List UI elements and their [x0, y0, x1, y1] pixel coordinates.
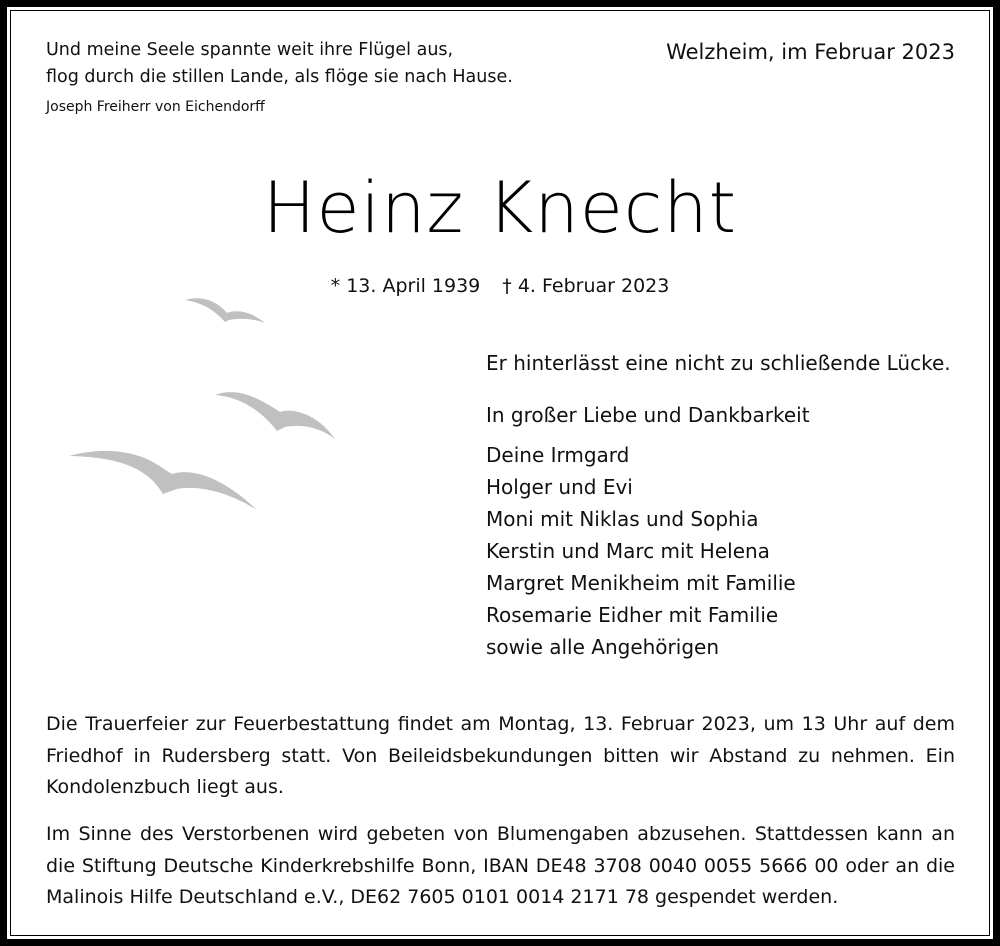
deceased-name: Heinz Knecht [262, 167, 738, 249]
place-date: Welzheim, im Februar 2023 [666, 40, 955, 64]
funeral-notice: Die Trauerfeier zur Feuerbestattung findet am Montag, 13. Februar 2023, um 13 Uhr auf dem Friedhof in Rudersberg statt. Von Beileidsbekundungen bitten wir Abstand zu nehmen. Ein Kondolenzbuch liegt aus. [46, 713, 955, 798]
mourner: Rosemarie Eidher mit Familie [486, 603, 779, 627]
mourner: Deine Irmgard [486, 443, 630, 467]
mourner-list [486, 439, 951, 663]
obituary-card [7, 7, 993, 939]
mourner: Moni mit Niklas und Sophia [486, 507, 759, 531]
bird-small [185, 298, 265, 323]
mourner: sowie alle Angehörigen [486, 635, 719, 659]
donation-notice: Im Sinne des Verstorbenen wird gebeten von Blumengaben abzusehen. Stattdessen kann an die Stiftung Deutsche Kinderkrebshilfe Bonn, IBAN DE48 3708 0040 0055 5666 00 oder an die Malinois Hilfe Deutschland e.V., DE62 7605 0101 0014 2171 78 gespendet werden. [46, 823, 955, 908]
bird-large [69, 451, 257, 510]
quote-line: Und meine Seele spannte weit ihre Flügel aus, [46, 40, 454, 60]
mourner: Margret Menikheim mit Familie [486, 571, 796, 595]
poem-quote [46, 37, 513, 117]
death-date: † 4. Februar 2023 [502, 275, 670, 297]
closing-line: In großer Liebe und Dankbarkeit [486, 403, 810, 427]
mourners-block [486, 347, 951, 663]
flying-birds-icon [57, 287, 357, 527]
bird-medium [215, 392, 335, 439]
mourner: Holger und Evi [486, 475, 633, 499]
statement: Er hinterlässt eine nicht zu schließende Lücke. [486, 351, 951, 375]
quote-line: flog durch die stillen Lande, als flöge sie nach Hause. [46, 67, 513, 87]
quote-author: Joseph Freiherr von Eichendorff [46, 99, 265, 115]
birth-date: * 13. April 1939 [330, 275, 481, 297]
mourner: Kerstin und Marc mit Helena [486, 539, 770, 563]
